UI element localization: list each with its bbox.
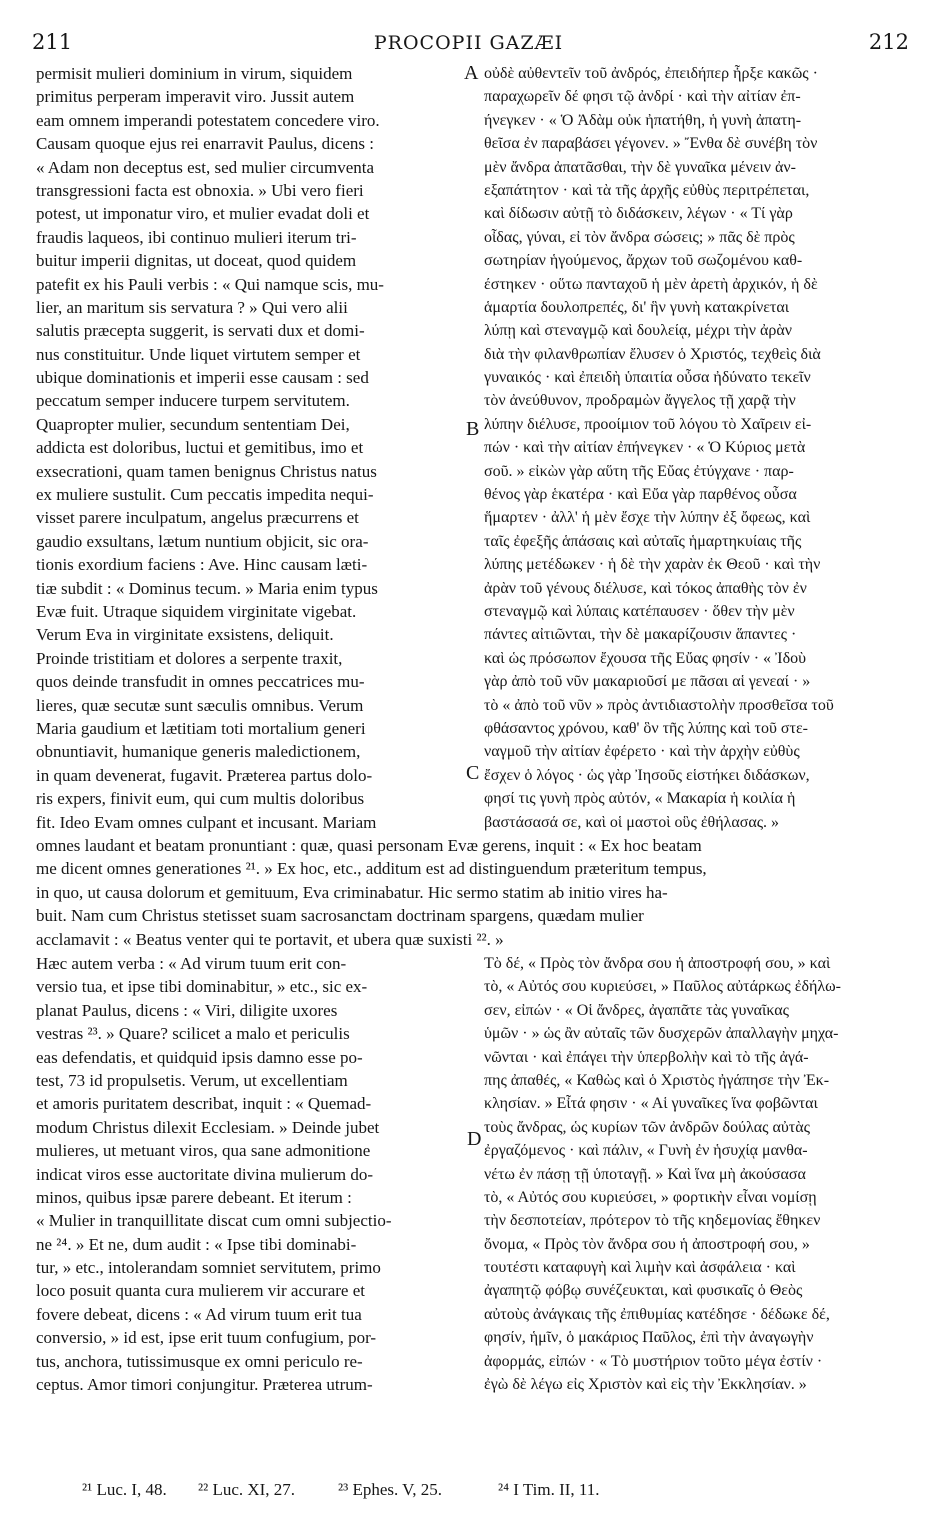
text-line: tus, anchora, tutissimusque ex omni periculo re- bbox=[36, 1351, 363, 1371]
text-line: visset parere inculpatum, angelus præcurrens et bbox=[36, 508, 359, 528]
text-line: ne ²⁴. » Et ne, dum audit : « Ipse tibi dominabi- bbox=[36, 1234, 357, 1254]
text-line: buitur imperii dignitas, ut doceat, quod quidem bbox=[36, 251, 357, 271]
margin-letter-d: D bbox=[467, 1128, 482, 1150]
text-line: ὑμῶν · » ὡς ἂν αὐταῖς τῶν δυσχερῶν ἀπαλλαγὴν μηχα- bbox=[484, 1025, 839, 1043]
text-line: lier, an maritum sis servatura ? » Qui vero alii bbox=[36, 297, 348, 317]
greek-column-top bbox=[484, 62, 916, 834]
latin-column-top bbox=[36, 62, 462, 834]
text-line: ubique dominationis et imperii esse causam : sed bbox=[36, 368, 369, 388]
text-line: νῶνται · καὶ ἐπάγει τὴν ὑπερβολὴν καὶ τὸ τῆς ἀγά- bbox=[484, 1048, 809, 1066]
text-line: Causam quoque ejus rei enarravit Paulus, dicens : bbox=[36, 134, 375, 154]
text-line: πών · καὶ τὴν αἰτίαν ἐπήνεγκεν · « Ὁ Κύριος μετὰ bbox=[484, 439, 806, 457]
text-line: ris expers, finivit eum, qui cum multis doloribus bbox=[36, 789, 365, 809]
text-line: έστηκεν · οὕτω πανταχοῦ ἡ μὲν ἀρετὴ ἀρχικόν, ἡ δὲ bbox=[484, 275, 818, 293]
running-title: PROCOPII GAZÆI bbox=[373, 32, 564, 54]
text-line: salutis præcepta suggerit, is servati dux et domi- bbox=[36, 321, 365, 341]
text-line: exsecrationi, quam tamen benignus Christus natus bbox=[36, 461, 377, 481]
text-line: ήνεγκεν · « Ὁ Ἀδὰμ οὐκ ἠπατήθη, ἡ γυνὴ ἀπατη- bbox=[484, 111, 802, 129]
text-line: nus constituitur. Unde liquet virtutem semper et bbox=[36, 344, 361, 364]
text-line: Τὸ δέ, « Πρὸς τὸν ἄνδρα σου ἡ ἀποστροφή σου, » καὶ bbox=[484, 955, 831, 972]
text-line: λύπην διέλυσε, προοίμιον τοῦ λόγου τὸ Χαῖρειν εἰ- bbox=[484, 415, 812, 433]
text-line: γυναικός · καὶ ἐπειδὴ ὑπαιτία οὖσα ἠδύνατο τεκεῖν bbox=[484, 369, 811, 387]
text-line: ναγμοῦ τὴν αἰτίαν ἐφέρετο · καὶ τὴν ἀρχὴν εὐθὺς bbox=[484, 743, 800, 761]
text-line: τὸν ἀνεύθυνον, προδραμὼν ἄγγελος τῇ χαρᾷ τὴν bbox=[484, 392, 796, 410]
text-line: conversio, » id est, ipse erit tuum confugium, por- bbox=[36, 1328, 377, 1348]
text-line: πης ἀπαθές, « Καθὼς καὶ ὁ Χριστὸς ἠγάπησε τὴν Ἐκ- bbox=[484, 1071, 830, 1089]
text-line: addicta est doloribus, luctui et gemitibus, imo et bbox=[36, 438, 364, 458]
text-line: Verum Eva in virginitate exsistens, deliquit. bbox=[36, 625, 334, 645]
text-line: tiæ subdit : « Dominus tecum. » Maria enim typus bbox=[36, 578, 378, 598]
text-line: λύπης μετέδωκεν · ἡ δὲ τὴν χαρὰν ἐκ Θεοῦ · καὶ τὴν bbox=[484, 556, 821, 574]
latin-full-width-block bbox=[36, 834, 916, 951]
text-line: τὸ, « Αὐτός σου κυριεύσει, » Παῦλος αὐτάρκως ἐδήλω- bbox=[484, 978, 841, 996]
text-line: in quo, ut causa dolorum et gemituum, Eva criminabatur. Hic sermo statim ab initio vires ha- bbox=[36, 882, 668, 902]
page-number-left: 211 bbox=[32, 30, 73, 54]
text-line: ἀρὰν τοῦ γένους διέλυσε, καὶ τόκος ἀπαθὴς τὸν ἐν bbox=[484, 579, 807, 597]
text-line: ἔσχεν ὁ λόγος · ὡς γὰρ Ἰησοῦς εἱστήκει διδάσκων, bbox=[484, 766, 810, 784]
text-line: ἐργαζόμενος · καὶ πάλιν, « Γυνὴ ἐν ἡσυχίᾳ μανθα- bbox=[484, 1142, 808, 1160]
text-line: οἶδας, γύναι, εἰ τὸν ἄνδρα σώσεις; » πᾶς δὲ πρὸς bbox=[484, 228, 795, 246]
text-line: potest, ut imponatur viro, et mulier evadat doli et bbox=[36, 204, 370, 224]
text-line: primitus perperam imperavit viro. Jussit autem bbox=[36, 87, 355, 107]
text-line: ex muliere sustulit. Cum peccatis impedita nequi- bbox=[36, 485, 374, 505]
margin-letter-b: B bbox=[466, 418, 480, 440]
text-line: ταῖς ἐφεξῆς ἁπάσαις καὶ αὐταῖς ἡμαρτηκυίαις τῆς bbox=[484, 532, 802, 550]
text-line: fovere debeat, dicens : « Ad virum tuum erit tua bbox=[36, 1304, 362, 1324]
text-line: in quam devenerat, fugavit. Præterea partus dolo- bbox=[36, 765, 373, 785]
text-line: μὲν ἄνδρα ἀπατᾶσθαι, τὴν δὲ γυναῖκα μένειν ἀν- bbox=[484, 158, 796, 176]
text-line: et amoris puritatem describat, inquit : « Quemad- bbox=[36, 1094, 372, 1114]
text-line: σοῦ. » εἰκὼν γὰρ αὕτη τῆς Εὔας ἐτύγχανε · παρ- bbox=[484, 462, 794, 480]
text-line: λύπῃ καὶ στεναγμῷ καὶ δουλείᾳ, μέχρι τὴν ἀρὰν bbox=[484, 322, 792, 340]
text-line: θένος γὰρ ἑκατέρα · καὶ Εὔα γὰρ παρθένος οὖσα bbox=[484, 486, 797, 504]
text-line: Hæc autem verba : « Ad virum tuum erit con- bbox=[36, 954, 347, 973]
text-line: ἥμαρτεν · ἀλλ' ἡ μὲν ἔσχε τὴν λύπην ἐξ ὄφεως, καὶ bbox=[484, 509, 811, 527]
footnote: ²¹ Luc. I, 48. bbox=[82, 1480, 167, 1499]
text-line: Proinde tristitiam et dolores a serpente traxit, bbox=[36, 648, 343, 668]
text-line: αὐτοὺς ἀνάγκαις τῆς ἐπιθυμίας κατέδησε · δέδωκε δέ, bbox=[484, 1305, 830, 1323]
text-line: καὶ δίδωσιν αὐτῇ τὸ διδάσκειν, λέγων · « Τί γὰρ bbox=[484, 205, 793, 223]
latin-column-bottom bbox=[36, 952, 462, 1396]
text-line: obnuntiavit, humanique generis maledictionem, bbox=[36, 742, 361, 762]
text-line: « Mulier in tranquillitate discat cum omni subjectio- bbox=[36, 1211, 392, 1231]
text-line: στεναγμῷ καὶ λύπαις κατέπαυσεν · ὅθεν τὴν μὲν bbox=[484, 602, 795, 620]
page-number-right: 212 bbox=[868, 30, 909, 54]
text-line: ἀφορμάς, εἰπών · « Τὸ μυστήριον τοῦτο μέγα ἐστίν · bbox=[484, 1352, 823, 1370]
text-line: tur, » etc., intolerandam somniet servitutem, primo bbox=[36, 1258, 381, 1278]
text-line: παραχωρεῖν δέ φησι τῷ ἀνδρί · καὶ τὴν αἰτίαν ἐπ- bbox=[484, 88, 801, 106]
text-line: transgressioni facta est obnoxia. » Ubi vero fieri bbox=[36, 180, 364, 200]
footnote: ²² Luc. XI, 27. bbox=[198, 1480, 296, 1499]
text-line: peccatum semper inducere turpem servitutem. bbox=[36, 391, 350, 411]
text-line: ceptus. Amor timori conjungitur. Præterea utrum- bbox=[36, 1375, 373, 1395]
text-line: loco posuit quanta cura mulierem vir accurare et bbox=[36, 1281, 365, 1301]
text-line: βαστάσασά σε, καὶ οἱ μαστοὶ οὓς ἐθήλασας. » bbox=[484, 813, 780, 831]
text-line: τοὺς ἄνδρας, ὡς κυρίων τῶν ἀνδρῶν δούλας αὐτὰς bbox=[484, 1118, 810, 1136]
text-line: fit. Ideo Evam omnes culpant et incusant. Mariam bbox=[36, 812, 377, 832]
text-line: vestras ²³. » Quare? scilicet a malo et periculis bbox=[36, 1024, 350, 1044]
margin-letter-c: C bbox=[466, 762, 480, 784]
text-line: buit. Nam cum Christus stetisset suam sacrosanctam doctrinam spargens, quædam mulier bbox=[36, 906, 644, 926]
text-line: minos, quibus ipsæ parere debeant. Et iterum : bbox=[36, 1187, 352, 1207]
text-line: φησίν, ἡμῖν, ὁ μακάριος Παῦλος, ἐπὶ τὴν ἀναγωγὴν bbox=[484, 1329, 814, 1347]
text-line: φθάσαντος χρόνου, καθ' ὃν τῆς λύπης καὶ τοῦ στε- bbox=[484, 719, 808, 737]
text-line: σωτηρίαν ἡγούμενος, ἄρχων τοῦ σωζομένου καθ- bbox=[484, 252, 803, 270]
text-line: « Adam non deceptus est, sed mulier circumventa bbox=[36, 157, 375, 177]
text-line: τὴν δεσποτείαν, πρότερον τὸ τῆς κηδεμονίας ἔθηκεν bbox=[484, 1212, 821, 1230]
text-line: planat Paulus, dicens : « Viri, diligite uxores bbox=[36, 1000, 338, 1020]
text-line: eas defendatis, et quidquid ipsis damno esse po- bbox=[36, 1047, 363, 1067]
text-line: ἁμαρτία δουλοπρεπές, δι' ἣν γυνὴ κατακρίνεται bbox=[484, 298, 790, 316]
text-line: πάντες αἰτιῶνται, τὴν δὲ μακαρίζουσιν ἅπαντες · bbox=[484, 626, 797, 644]
text-line: indicat viros esse auctoritate divina mulierum do- bbox=[36, 1164, 374, 1184]
margin-letter-a: A bbox=[464, 62, 479, 84]
text-line: acclamavit : « Beatus venter qui te portavit, et ubera quæ suxisti ²². » bbox=[36, 929, 504, 949]
text-line: gaudio exsultans, lætum nuntium objicit, sic ora- bbox=[36, 531, 369, 551]
text-line: τὸ, « Αὐτός σου κυριεύσει, » φορτικὴν εἶναι νομίσῃ bbox=[484, 1188, 817, 1206]
text-line: κλησίαν. » Εἶτά φησιν · « Αἱ γυναῖκες ἵνα φοβῶνται bbox=[484, 1095, 818, 1113]
text-line: Maria gaudium et lætitiam toti mortalium generi bbox=[36, 718, 366, 738]
text-line: εξαπάτητον · καὶ τὰ τῆς ἀρχῆς εὐθὺς περιτρέπεται, bbox=[484, 181, 810, 199]
greek-column-bottom bbox=[484, 952, 916, 1396]
text-line: fraudis laqueos, ibi continuo mulieri iterum tri- bbox=[36, 227, 357, 247]
footnote: ²⁴ I Tim. II, 11. bbox=[498, 1480, 600, 1499]
text-line: permisit mulieri dominium in virum, siquidem bbox=[36, 64, 353, 83]
text-line: Quapropter mulier, secundum sententiam Dei, bbox=[36, 414, 350, 434]
text-line: ἐγὼ δὲ λέγω εἰς Χριστὸν καὶ εἰς τὴν Ἐκκλησίαν. » bbox=[484, 1376, 807, 1394]
text-line: eam omnem imperandi potestatem concedere viro. bbox=[36, 110, 380, 130]
text-line: me dicent omnes generationes ²¹. » Ex hoc, etc., additum est ad distinguendum præteritum tempus, bbox=[36, 859, 707, 879]
text-line: σεν, εἰπών · « Οἱ ἄνδρες, ἀγαπᾶτε τὰς γυναῖκας bbox=[484, 1001, 789, 1019]
text-line: τὸ « ἀπὸ τοῦ νῦν » πρὸς ἀντιδιαστολὴν προσθεῖσα τοῦ bbox=[484, 696, 834, 714]
text-line: mulieres, ut metuant viros, qua sane admonitione bbox=[36, 1141, 371, 1161]
text-line: θεῖσα ἐν παραβάσει γέγονεν. » Ἔνθα δὲ συνέβη τὸν bbox=[484, 135, 818, 153]
text-line: φησί τις γυνὴ πρὸς αὐτόν, « Μακαρία ἡ κοιλία ἡ bbox=[484, 790, 796, 808]
text-line: ὄνομα, « Πρὸς τὸν ἄνδρα σου ἡ ἀποστροφή σου, » bbox=[484, 1235, 810, 1253]
text-line: καὶ ὡς πρόσωπον ἔχουσα τῆς Εὔας φησίν · « Ἰδοὺ bbox=[484, 649, 807, 667]
running-header bbox=[0, 30, 937, 58]
text-line: patefit ex his Pauli verbis : « Qui namque scis, mu- bbox=[36, 274, 384, 294]
text-line: lieres, quæ secutæ sunt sæculis omnibus. Verum bbox=[36, 695, 364, 715]
footnote: ²³ Ephes. V, 25. bbox=[338, 1480, 443, 1499]
text-line: tionis exordium faciens : Ave. Hinc causam læti- bbox=[36, 555, 368, 575]
text-line: οὐδὲ αὐθεντεῖν τοῦ ἀνδρός, ἐπειδήπερ ἦρξε κακῶς · bbox=[484, 65, 818, 82]
text-line: test, 73 id propulsetis. Verum, ut excellentiam bbox=[36, 1070, 348, 1090]
text-line: omnes laudant et beatam pronuntiant : quæ, quasi personam Evæ gerens, inquit : « Ex hoc beatam bbox=[36, 836, 702, 855]
text-line: quos deinde transfudit in omnes peccatrices mu- bbox=[36, 672, 365, 692]
text-line: διὰ τὴν φιλανθρωπίαν ἔλυσεν ὁ Χριστός, τεχθεὶς διὰ bbox=[484, 345, 821, 363]
text-line: τουτέστι καταφυγὴ καὶ λιμὴν καὶ ἀσφάλεια · καὶ bbox=[484, 1259, 796, 1277]
text-line: Evæ fuit. Utraque siquidem virginitate vigebat. bbox=[36, 601, 357, 621]
text-line: νέτω ἐν πάσῃ τῇ ὑποταγῇ. » Καὶ ἵνα μὴ ἀκούσασα bbox=[484, 1165, 806, 1183]
text-line: ἀγαπητῷ φόβῳ συνέζευκται, καὶ φυσικαῖς ὁ Θεὸς bbox=[484, 1282, 803, 1300]
text-line: γὰρ ἀπὸ τοῦ νῦν μακαριοῦσί με πᾶσαι αἱ γενεαί · » bbox=[484, 673, 811, 691]
text-line: versio tua, et ipse tibi dominabitur, » etc., sic ex- bbox=[36, 977, 368, 997]
text-line: modum Christus dilexit Ecclesiam. » Deinde jubet bbox=[36, 1117, 380, 1137]
